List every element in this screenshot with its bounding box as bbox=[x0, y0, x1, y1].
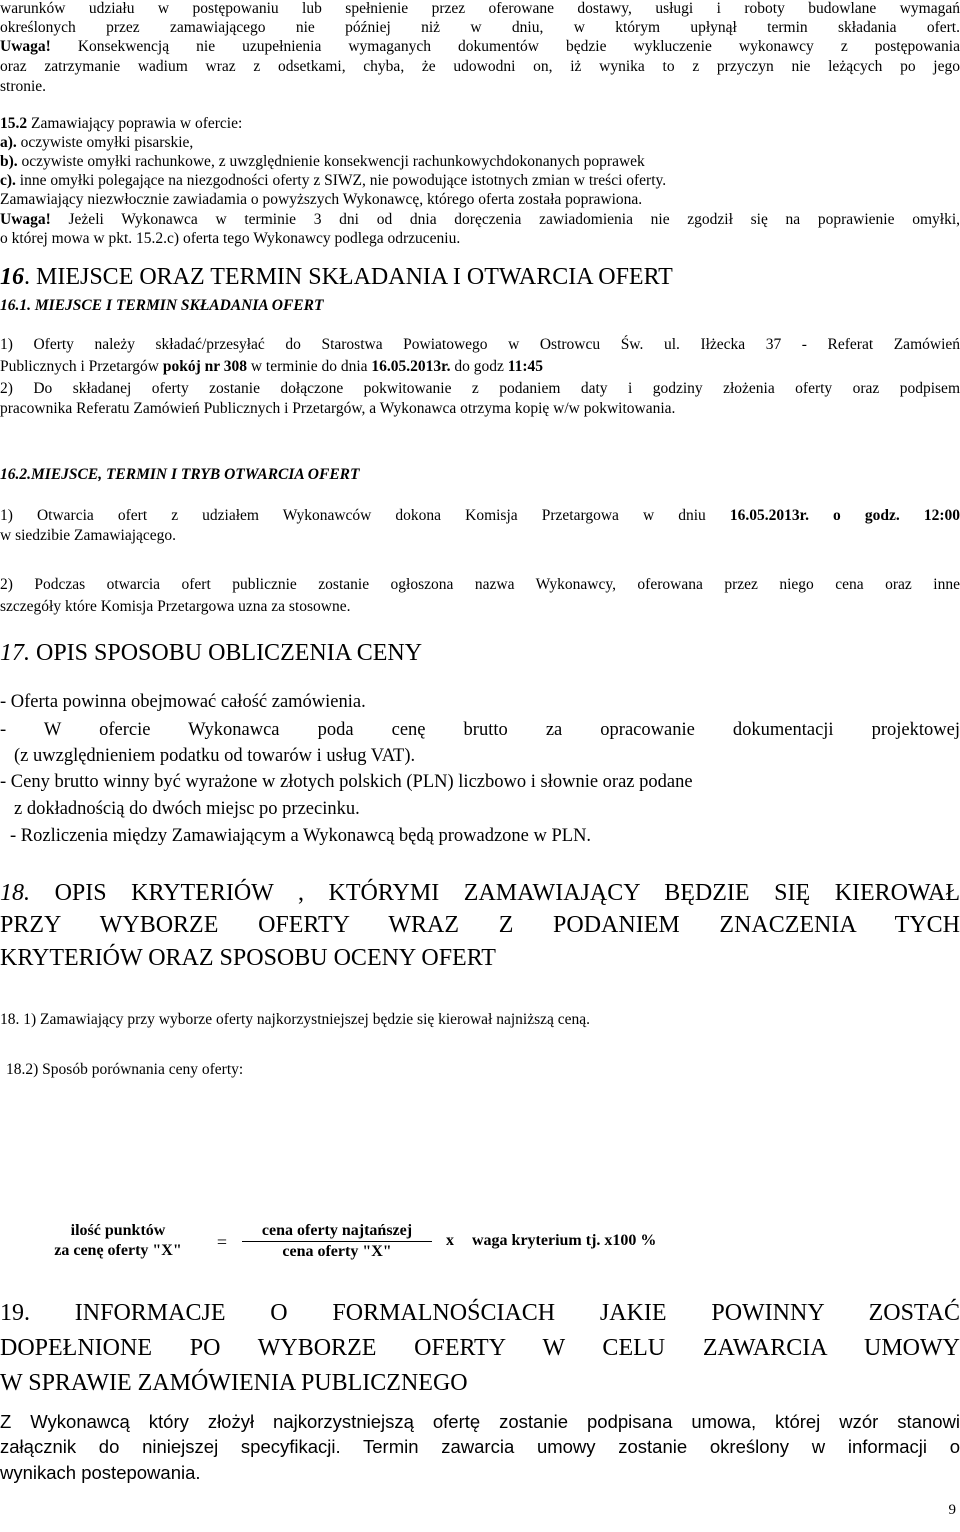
bullet-item: - Ceny brutto winny być wyrażone w złotych polskich (PLN) liczbowo i słownie oraz podane bbox=[0, 772, 693, 792]
formula-times-sign: x bbox=[446, 1232, 454, 1249]
section-heading-19-line: W SPRAWIE ZAMÓWIENIA PUBLICZNEGO bbox=[0, 1370, 468, 1396]
text-line: Z Wykonawcą który złożył najkorzystniejszą ofertę zostanie podpisana umowa, której wzór stanowi bbox=[0, 1411, 960, 1432]
formula-right-fraction bbox=[242, 1222, 432, 1261]
text-line: o której mowa w pkt. 15.2.c) oferta tego Wykonawcy podlega odrzuceniu. bbox=[0, 230, 461, 247]
formula-left-fraction bbox=[34, 1222, 202, 1260]
bullet-item: - W ofercie Wykonawca poda cenę brutto za opracowanie dokumentacji projektowej bbox=[0, 720, 960, 740]
section-heading-18: 18. OPIS KRYTERIÓW , KTÓRYMI ZAMAWIAJĄCY BĘDZIE SIĘ KIEROWAŁ bbox=[0, 880, 960, 906]
text-line: stronie. bbox=[0, 78, 47, 95]
text-line: warunków udziału w postępowaniu lub spełnienie przez oferowane dostawy, usługi i roboty budowlane wymagań bbox=[0, 0, 960, 17]
text-line: określonych przez zamawiającego nie później niż w dniu, w którym upłynął termin składania ofert. bbox=[0, 19, 960, 36]
bullet-item-continuation: z dokładnością do dwóch miejsc po przecinku. bbox=[14, 799, 360, 819]
text-line: pracownika Referatu Zamówień Publicznych i Przetargów, a Wykonawca otrzyma kopię w/w pokwitowania. bbox=[0, 400, 676, 417]
page-number: 9 bbox=[948, 1502, 956, 1518]
text-line: oraz zatrzymanie wadium wraz z odsetkami, chyba, że udowodni on, iż wynika to z przyczyn nie leżących po jego bbox=[0, 58, 960, 75]
text-line: Publicznych i Przetargów pokój nr 308 w terminie do dnia 16.05.2013r. do godz 11:45 bbox=[0, 358, 544, 375]
bullet-item-continuation: (z uwzględnieniem podatku od towarów i usług VAT). bbox=[14, 746, 416, 766]
text-line: 1) Otwarcia ofert z udziałem Wykonawców dokona Komisja Przetargowa w dniu 16.05.2013r. o godz. 12:00 bbox=[0, 507, 960, 524]
section-heading-18-line: PRZY WYBORZE OFERTY WRAZ Z PODANIEM ZNACZENIA TYCH bbox=[0, 912, 960, 938]
subsection-15-2: 15.2 Zamawiający poprawia w ofercie: bbox=[0, 115, 243, 132]
text-line: 2) Do składanej oferty zostanie dołączone pokwitowanie z podaniem daty i godziny złożenia oferty oraz podpisem bbox=[0, 380, 960, 397]
section-heading-19-line: DOPEŁNIONE PO WYBORZE OFERTY W CELU ZAWARCIA UMOWY bbox=[0, 1335, 960, 1361]
bullet-item: - Oferta powinna obejmować całość zamówienia. bbox=[0, 692, 366, 712]
section-heading-18-line: KRYTERIÓW ORAZ SPOSOBU OCENY OFERT bbox=[0, 945, 496, 971]
formula-equals-sign: = bbox=[216, 1232, 228, 1252]
subsection-heading-16-1: 16.1. MIEJSCE I TERMIN SKŁADANIA OFERT bbox=[0, 297, 324, 314]
subsection-heading-16-2: 16.2.MIEJSCE, TERMIN I TRYB OTWARCIA OFERT bbox=[0, 466, 360, 483]
text-line: Uwaga! Jeżeli Wykonawca w terminie 3 dni od dnia doręczenia zawiadomienia nie zgodził się na poprawienie omyłki, bbox=[0, 211, 960, 228]
list-item: c). inne omyłki polegające na niezgodności oferty z SIWZ, nie powodujące istotnych zmian w treści oferty. bbox=[0, 172, 667, 189]
section-heading-16: 16. MIEJSCE ORAZ TERMIN SKŁADANIA I OTWARCIA OFERT bbox=[0, 264, 673, 290]
text-line: Zamawiający niezwłocznie zawiadamia o powyższych Wykonawcę, którego oferta została poprawiona. bbox=[0, 191, 643, 208]
text-line: 1) Oferty należy składać/przesyłać do Starostwa Powiatowego w Ostrowcu Św. ul. Iłżecka 37 - Referat Zamówień bbox=[0, 336, 960, 353]
price-formula bbox=[0, 1222, 960, 1282]
section-heading-19: 19. INFORMACJE O FORMALNOŚCIACH JAKIE POWINNY ZOSTAĆ bbox=[0, 1300, 960, 1326]
section-heading-17: 17. OPIS SPOSOBU OBLICZENIA CENY bbox=[0, 640, 423, 666]
list-item: b). oczywiste omyłki rachunkowe, z uwzględnienie konsekwencji rachunkowychdokonanych poprawek bbox=[0, 153, 645, 170]
text-line: w siedzibie Zamawiającego. bbox=[0, 527, 177, 544]
list-item: a). oczywiste omyłki pisarskie, bbox=[0, 134, 194, 151]
bullet-item: - Rozliczenia między Zamawiającym a Wykonawcą będą prowadzone w PLN. bbox=[10, 826, 592, 846]
formula-right-denominator: cena oferty "X" bbox=[282, 1243, 392, 1260]
formula-left-numerator: ilość punktów bbox=[70, 1222, 166, 1239]
formula-right-numerator: cena oferty najtańszej bbox=[261, 1222, 413, 1239]
text-line: szczegóły które Komisja Przetargowa uzna za stosowne. bbox=[0, 598, 351, 615]
formula-left-denominator: za cenę oferty "X" bbox=[54, 1242, 182, 1259]
text-line: załącznik do niniejszej specyfikacji. Termin zawarcia umowy zostanie określony w informacji o bbox=[0, 1436, 960, 1457]
text-line: 18. 1) Zamawiający przy wyborze oferty najkorzystniejszej będzie się kierował najniższą ceną. bbox=[0, 1011, 591, 1028]
text-line: 2) Podczas otwarcia ofert publicznie zostanie ogłoszona nazwa Wykonawcy, oferowana przez niego cena oraz inne bbox=[0, 576, 960, 593]
text-line: 18.2) Sposób porównania ceny oferty: bbox=[6, 1061, 244, 1078]
text-line: wynikach postepowania. bbox=[0, 1462, 201, 1483]
formula-weight: waga kryterium tj. x100 % bbox=[472, 1232, 657, 1249]
text-line: Uwaga! Konsekwencją nie uzupełnienia wymaganych dokumentów będzie wykluczenie wykonawcy z postępowania bbox=[0, 38, 960, 55]
